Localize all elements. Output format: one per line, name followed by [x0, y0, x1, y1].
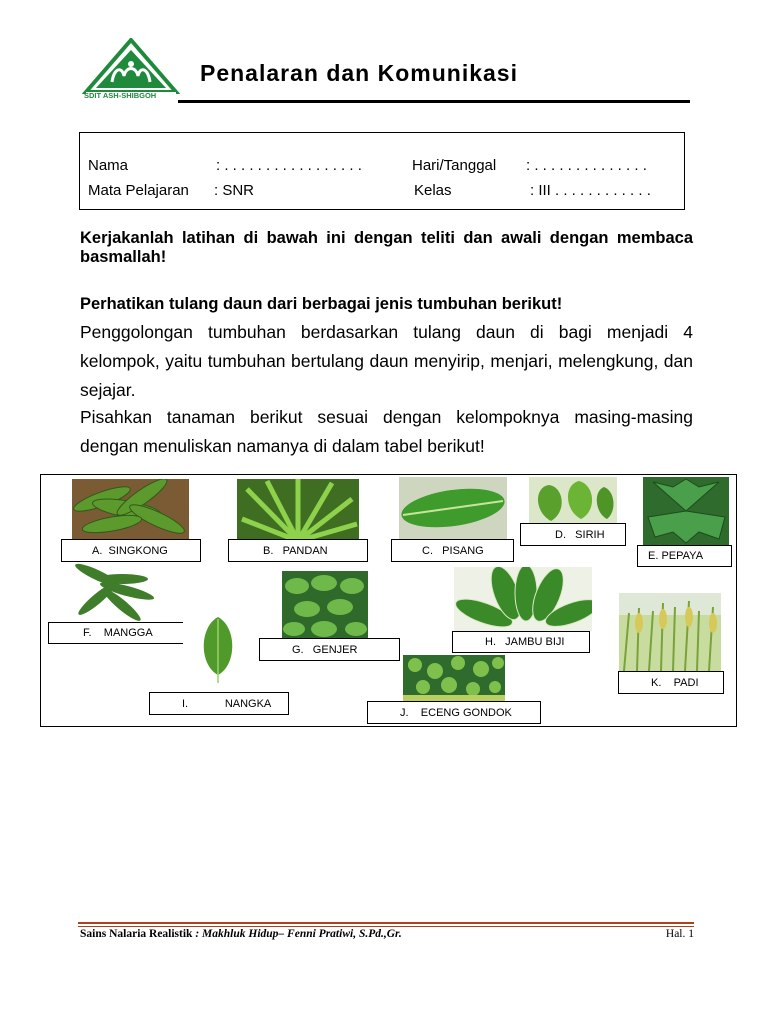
label-jambu-biji [452, 631, 590, 653]
label-name: ECENG GONDOK [420, 706, 512, 719]
label-name: SINGKONG [108, 544, 168, 557]
jambu-biji-photo [454, 567, 592, 631]
label-name: JAMBU BIJI [505, 636, 565, 648]
page-title: Penalaran dan Komunikasi [200, 60, 518, 86]
label-letter: K. [651, 676, 662, 689]
label-name: PANDAN [282, 544, 328, 557]
mapel-label: Mata Pelajaran [88, 182, 189, 199]
label-letter: G. [292, 643, 304, 656]
label-letter: E. [648, 550, 659, 562]
label-letter: C. [422, 544, 433, 557]
label-sirih [520, 523, 626, 546]
label-name: PISANG [442, 544, 484, 557]
pandan-photo [237, 479, 359, 541]
nangka-photo [193, 613, 243, 685]
sirih-photo [529, 477, 617, 523]
pepaya-photo [643, 477, 729, 545]
plant-images-panel [40, 474, 737, 727]
label-singkong [61, 539, 201, 562]
mapel-value: : SNR [214, 182, 255, 199]
label-name: PEPAYA [661, 550, 704, 562]
kelas-label: Kelas [414, 182, 452, 199]
school-logo [82, 38, 180, 100]
label-pandan [228, 539, 368, 562]
hari-label: Hari/Tanggal [412, 157, 497, 174]
label-letter: I. [182, 697, 189, 710]
nama-label: Nama [88, 157, 129, 174]
label-pisang [391, 539, 514, 562]
label-mangga [48, 622, 183, 644]
intro-instruction: Kerjakanlah latihan di bawah ini dengan teliti dan awali dengan membaca basmallah! [80, 229, 693, 266]
label-letter: F. [83, 627, 92, 639]
singkong-photo [72, 479, 189, 541]
label-name: MANGGA [103, 627, 153, 639]
footer-course [80, 928, 402, 940]
label-letter: D. [555, 528, 566, 541]
footer-course-title: Sains Nalaria Realistik [80, 928, 193, 940]
title-divider [178, 100, 690, 103]
label-pepaya [637, 545, 732, 567]
label-nangka [149, 692, 289, 715]
page-number: Hal. 1 [665, 928, 694, 940]
logo-text: SDIT ASH-SHIBGOH [84, 91, 157, 100]
mangga-photo [67, 561, 159, 621]
footer-divider-thin [78, 926, 694, 927]
label-letter: B. [263, 544, 274, 557]
label-genjer [259, 638, 400, 661]
paragraph-classification: Penggolongan tumbuhan berdasarkan tulang daun di bagi menjadi 4 kelompok, yaitu tumbuhan bertulang daun menyirip, menjari, melengkung, dan sejajar. [80, 322, 693, 400]
label-letter: J. [400, 706, 409, 719]
kelas-field[interactable]: : III . . . . . . . . . . . . [530, 182, 651, 199]
label-eceng-gondok [367, 701, 541, 724]
hari-field[interactable]: : . . . . . . . . . . . . . . [526, 157, 647, 174]
footer-divider [78, 922, 694, 924]
label-name: GENJER [312, 643, 358, 656]
label-padi [618, 671, 724, 694]
section-heading: Perhatikan tulang daun dari berbagai jenis tumbuhan berikut! [80, 295, 563, 313]
label-letter: H. [485, 636, 496, 648]
pisang-photo [399, 477, 507, 539]
identity-box [79, 132, 685, 210]
paragraph-task: Pisahkan tanaman berikut sesuai dengan kelompoknya masing-masing dengan menuliskan namanya di dalam tabel berikut! [80, 407, 693, 456]
label-name: PADI [673, 676, 699, 689]
footer-subtitle: : Makhluk Hidup– Fenni Pratiwi, S.Pd.,Gr. [195, 928, 402, 940]
nama-field[interactable]: : . . . . . . . . . . . . . . . . . [216, 157, 362, 174]
label-letter: A. [92, 544, 103, 557]
label-name: NANGKA [224, 697, 272, 710]
label-name: SIRIH [575, 528, 605, 541]
padi-photo [619, 593, 721, 671]
eceng-gondok-photo [403, 655, 505, 701]
genjer-photo [282, 571, 368, 639]
